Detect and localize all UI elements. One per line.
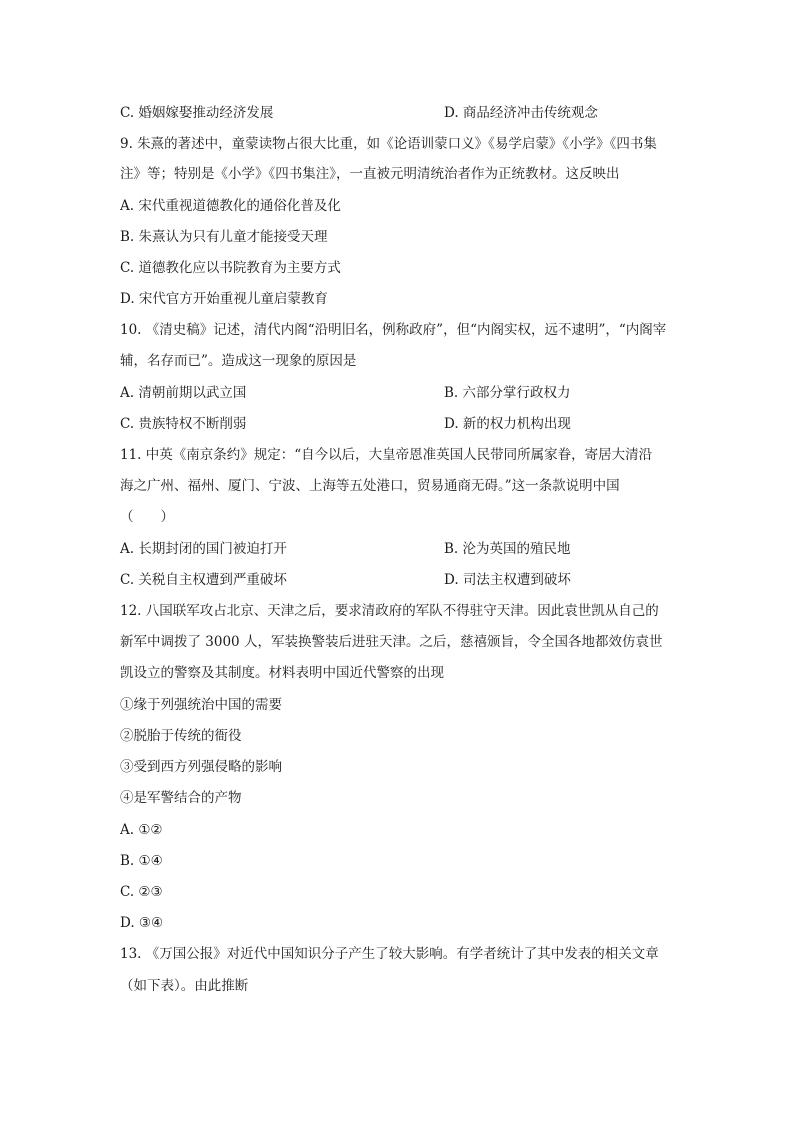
q12-stem-line: 凯设立的警察及其制度。材料表明中国近代警察的出现 — [120, 665, 444, 681]
q9-stem-line: 注》等；特别是《小学》《四书集注》，一直被元明清统治者作为正统教材。这反映出 — [120, 166, 620, 182]
q11-stem-line: 11. 中英《南京条约》规定：“自今以后，大皇帝恩准英国人民带同所属家眷，寄居大清沿 — [120, 447, 653, 463]
q12-option-d[interactable]: D. ③④ — [120, 915, 164, 931]
q12-statement-4: ④是军警结合的产物 — [120, 790, 242, 806]
q11-option-d[interactable]: D. 司法主权遭到破坏 — [444, 572, 571, 588]
q12-option-a[interactable]: A. ①② — [120, 822, 163, 838]
q8-option-d[interactable]: D. 商品经济冲击传统观念 — [444, 105, 598, 121]
q9-option-a[interactable]: A. 宋代重视道德教化的通俗化普及化 — [120, 198, 341, 214]
q11-options-row — [120, 570, 680, 590]
q11-stem-line: 海之广州、福州、厦门、宁波、上海等五处港口，贸易通商无碍。”这一条款说明中国 — [120, 478, 620, 494]
q10-stem-line: 10. 《清史稿》记述，清代内阁“沿明旧名，例称政府”，但“内阁实权，远不逮明”，“内阁宰 — [120, 322, 667, 338]
q13-stem-line: （如下表）。由此推断 — [120, 978, 249, 994]
q9-option-b[interactable]: B. 朱熹认为只有儿童才能接受天理 — [120, 229, 328, 245]
q10-option-d[interactable]: D. 新的权力机构出现 — [444, 416, 571, 432]
q9-stem-line: 9. 朱熹的著述中，童蒙读物占很大比重，如《论语训蒙口义》《易学启蒙》《小学》《四书集 — [120, 136, 657, 152]
q8-option-c[interactable]: C. 婚姻嫁娶推动经济发展 — [120, 105, 274, 121]
q13-stem-line: 13. 《万国公报》对近代中国知识分子产生了较大影响。有学者统计了其中发表的相关文章 — [120, 946, 659, 962]
q9-option-c[interactable]: C. 道德教化应以书院教育为主要方式 — [120, 260, 341, 276]
q12-option-c[interactable]: C. ②③ — [120, 884, 163, 900]
q11-options-row — [120, 539, 680, 559]
q10-options-row — [120, 383, 680, 403]
q12-option-b[interactable]: B. ①④ — [120, 853, 163, 869]
q10-option-b[interactable]: B. 六部分掌行政权力 — [444, 385, 571, 401]
q12-statement-2: ②脱胎于传统的衙役 — [120, 728, 242, 744]
q10-option-a[interactable]: A. 清朝前期以武立国 — [120, 385, 247, 401]
q8-options-row — [120, 103, 680, 123]
q11-option-a[interactable]: A. 长期封闭的国门被迫打开 — [120, 541, 287, 557]
q12-stem-line: 12. 八国联军攻占北京、天津之后，要求清政府的军队不得驻守天津。因此袁世凯从自己的 — [120, 603, 659, 619]
q12-statement-1: ①缘于列强统治中国的需要 — [120, 697, 282, 713]
q12-stem-line: 新军中调拨了 3000 人，军装换警装后进驻天津。之后，慈禧颁旨，令全国各地都效仿袁世 — [120, 634, 663, 650]
q10-stem-line: 辅，名存而已”。造成这一现象的原因是 — [120, 353, 357, 369]
q12-statement-3: ③受到西方列强侵略的影响 — [120, 759, 282, 775]
q9-option-d[interactable]: D. 宋代官方开始重视儿童启蒙教育 — [120, 291, 328, 307]
q10-options-row — [120, 414, 680, 434]
q11-answer-blank: （ ） — [120, 509, 174, 525]
q10-option-c[interactable]: C. 贵族特权不断削弱 — [120, 416, 247, 432]
q11-option-b[interactable]: B. 沦为英国的殖民地 — [444, 541, 571, 557]
q11-option-c[interactable]: C. 关税自主权遭到严重破坏 — [120, 572, 287, 588]
